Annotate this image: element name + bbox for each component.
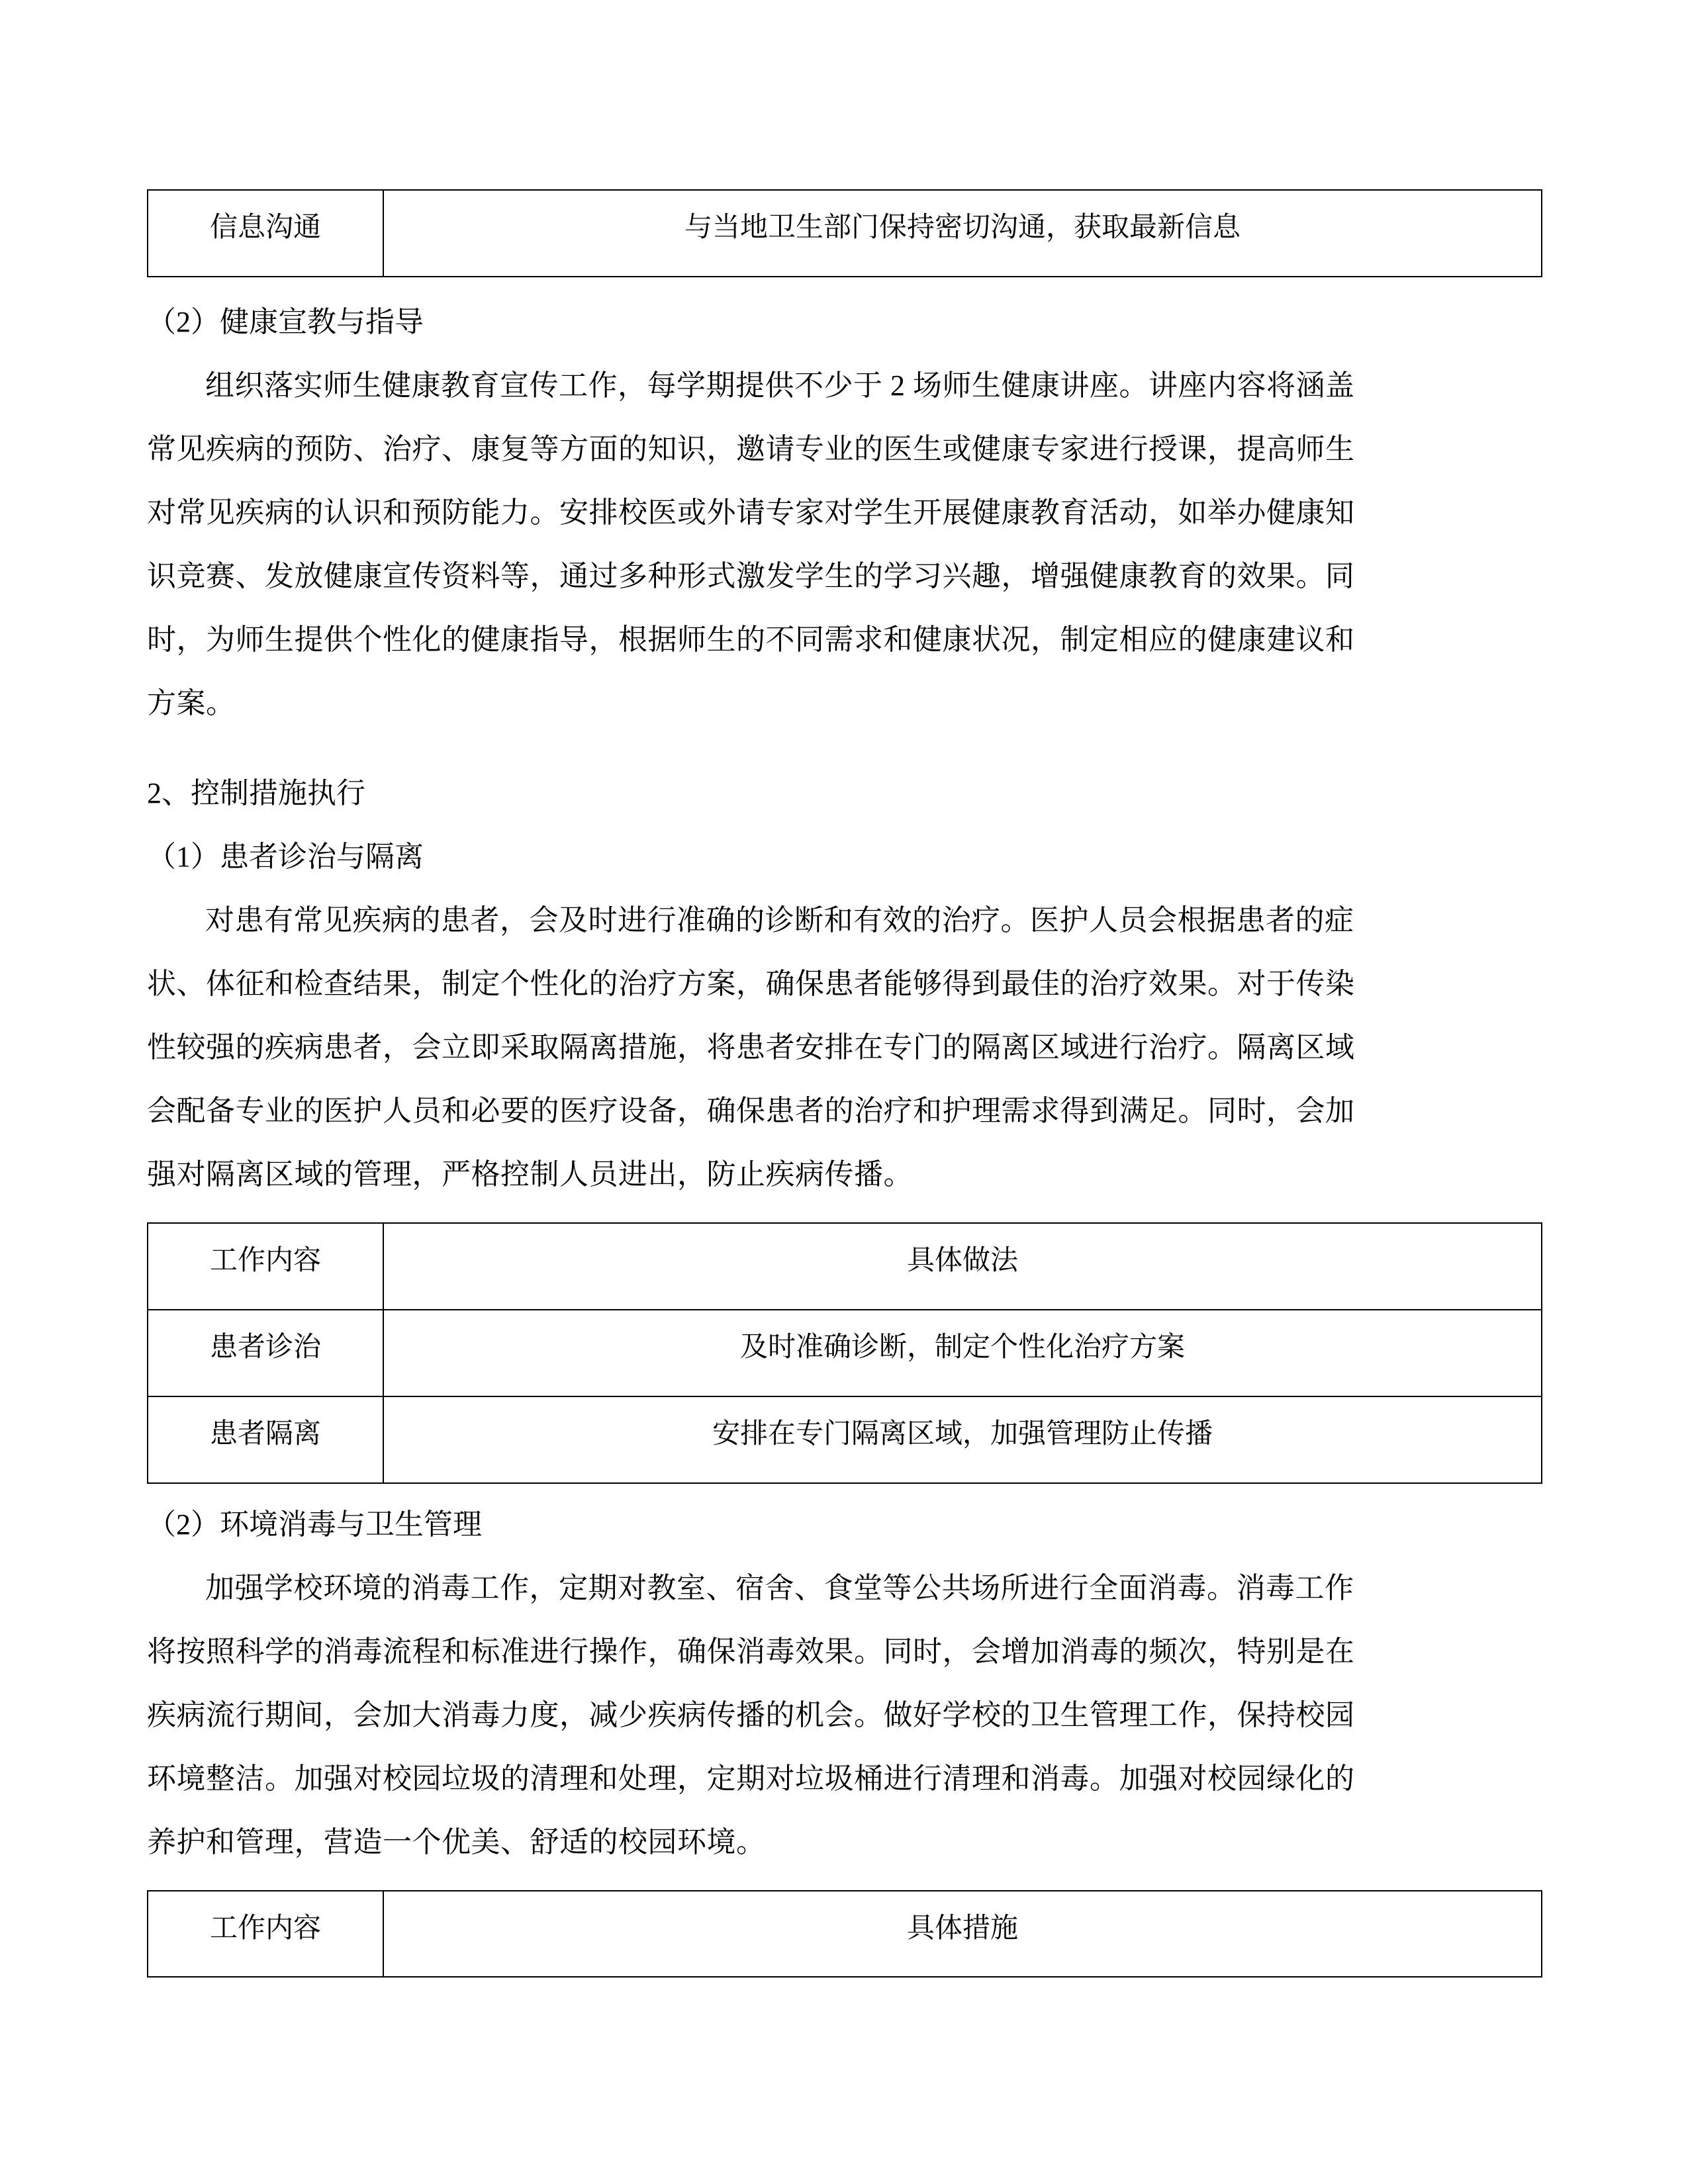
paragraph-line: 识竞赛、发放健康宣传资料等，通过多种形式激发学生的学习兴趣，增强健康教育的效果。同 <box>147 559 1355 592</box>
patient-diagnosis-table <box>147 1222 1542 1484</box>
paragraph-line: 环境整洁。加强对校园垃圾的清理和处理，定期对垃圾桶进行清理和消毒。加强对校园绿化的 <box>147 1762 1355 1795</box>
table-cell-work-item: 信息沟通 <box>148 190 383 277</box>
paragraph-line: 方案。 <box>147 686 236 719</box>
table-cell-detail: 及时准确诊断，制定个性化治疗方案 <box>383 1310 1542 1396</box>
table-cell-work-item: 患者隔离 <box>148 1396 383 1483</box>
paragraph-line: 时，为师生提供个性化的健康指导，根据师生的不同需求和健康状况，制定相应的健康建议和 <box>147 623 1355 656</box>
heading-environment-disinfection: （2）环境消毒与卫生管理 <box>147 1508 482 1541</box>
table-header-detail: 具体措施 <box>383 1891 1542 1978</box>
table-cell-work-item: 患者诊治 <box>148 1310 383 1396</box>
heading-patient-diagnosis-isolation: （1）患者诊治与隔离 <box>147 840 424 873</box>
table-row <box>148 190 1542 277</box>
paragraph-line: 疾病流行期间，会加大消毒力度，减少疾病传播的机会。做好学校的卫生管理工作，保持校园 <box>147 1698 1355 1731</box>
table-header-work-item: 工作内容 <box>148 1891 383 1978</box>
environment-disinfection-table <box>147 1890 1542 1978</box>
paragraph-line: 会配备专业的医护人员和必要的医疗设备，确保患者的治疗和护理需求得到满足。同时，会加 <box>147 1094 1355 1127</box>
table-header-detail: 具体做法 <box>383 1223 1542 1310</box>
gap-after-diagnosis-table <box>147 1484 1541 1493</box>
paragraph-line: 性较强的疾病患者，会立即采取隔离措施，将患者安排在专门的隔离区域进行治疗。隔离区域 <box>147 1030 1355 1064</box>
gap-before-disinfection-table <box>147 1874 1541 1890</box>
table-cell-detail: 与当地卫生部门保持密切沟通，获取最新信息 <box>383 190 1542 277</box>
information-communication-table-block <box>147 189 1541 277</box>
paragraph-line: 将按照科学的消毒流程和标准进行操作，确保消毒效果。同时，会增加消毒的频次，特别是在 <box>147 1635 1355 1668</box>
table-row <box>148 1310 1542 1396</box>
heading-health-education: （2）健康宣教与指导 <box>147 305 424 338</box>
gap-after-top-table <box>147 277 1541 291</box>
paragraph-line: 强对隔离区域的管理，严格控制人员进出，防止疾病传播。 <box>147 1158 913 1191</box>
table-row <box>148 1396 1542 1483</box>
paragraph-line: 状、体征和检查结果，制定个性化的治疗方案，确保患者能够得到最佳的治疗效果。对于传染 <box>147 967 1355 1000</box>
heading-control-measures: 2、控制措施执行 <box>147 776 365 809</box>
paragraph-line: 组织落实师生健康教育宣传工作，每学期提供不少于 2 场师生健康讲座。讲座内容将涵盖 <box>205 369 1355 402</box>
gap-before-diagnosis-table <box>147 1206 1541 1222</box>
paragraph-line: 加强学校环境的消毒工作，定期对教室、宿舍、食堂等公共场所进行全面消毒。消毒工作 <box>205 1571 1354 1604</box>
table-header-row <box>148 1223 1542 1310</box>
paragraph-line: 养护和管理，营造一个优美、舒适的校园环境。 <box>147 1825 766 1858</box>
table-header-row <box>148 1891 1542 1978</box>
top-margin-spacer <box>147 0 1541 189</box>
paragraph-line: 对常见疾病的认识和预防能力。安排校医或外请专家对学生开展健康教育活动，如举办健康知 <box>147 496 1355 529</box>
paragraph-line: 对患有常见疾病的患者，会及时进行准确的诊断和有效的治疗。医护人员会根据患者的症 <box>205 903 1354 936</box>
table-header-work-item: 工作内容 <box>148 1223 383 1310</box>
page-content <box>147 0 1541 1978</box>
paragraph-line: 常见疾病的预防、治疗、康复等方面的知识，邀请专业的医生或健康专家进行授课，提高师生 <box>147 432 1355 465</box>
gap-before-control-heading <box>147 735 1541 762</box>
table-cell-detail: 安排在专门隔离区域，加强管理防止传播 <box>383 1396 1542 1483</box>
environment-disinfection-table-block <box>147 1890 1541 1978</box>
patient-diagnosis-table-block <box>147 1222 1541 1484</box>
information-communication-table <box>147 189 1542 277</box>
